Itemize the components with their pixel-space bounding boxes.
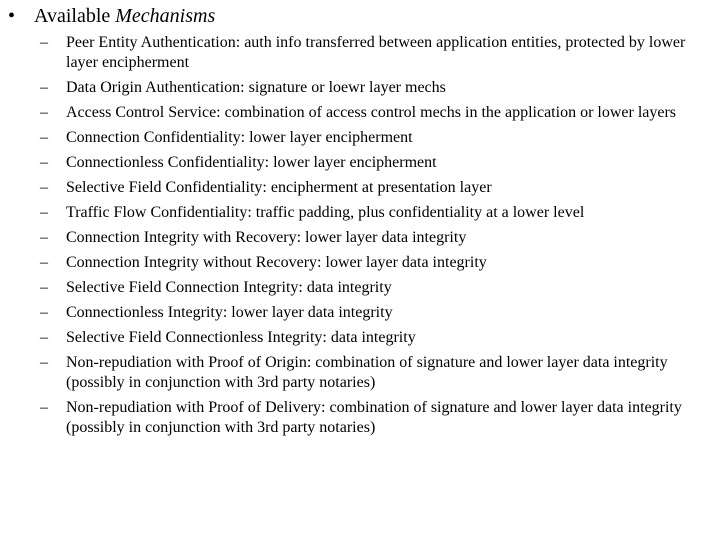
dash-icon: – [40,34,48,51]
list-item-text: Data Origin Authentication: signature or loewr layer mechs [66,79,446,96]
list-item [40,278,712,298]
heading-text: Available [34,5,116,27]
dash-icon: – [40,104,48,121]
list-item [40,203,712,223]
dash-icon: – [40,399,48,416]
dash-icon: – [40,179,48,196]
list-item [40,103,712,123]
list-item [40,153,712,173]
list-item [40,33,712,73]
list-item [40,353,712,393]
list-item [40,228,712,248]
list-item-text: Non-repudiation with Proof of Origin: combination of signature and lower layer data integrity (possibly in conjunction with 3rd party notaries) [66,354,668,391]
list-item-text: Connection Integrity without Recovery: lower layer data integrity [66,254,487,271]
list-item-text: Peer Entity Authentication: auth info transferred between application entities, protected by lower layer encipherment [66,34,686,71]
list-item-text: Connectionless Confidentiality: lower layer encipherment [66,154,437,171]
list-item-text: Access Control Service: combination of access control mechs in the application or lower layers [66,104,677,121]
list-item-text: Selective Field Connection Integrity: data integrity [66,279,392,296]
dash-icon: – [40,329,48,346]
list-item-text: Connection Integrity with Recovery: lower layer data integrity [66,229,467,246]
list-item [40,398,712,438]
list-item [40,128,712,148]
dash-icon: – [40,129,48,146]
dash-icon: – [40,354,48,371]
list-item [40,253,712,273]
bullet-icon: • [8,5,16,27]
dash-icon: – [40,229,48,246]
list-item [40,78,712,98]
list-item-text: Connectionless Integrity: lower layer data integrity [66,304,393,321]
list-item [40,303,712,323]
list-item-text: Non-repudiation with Proof of Delivery: combination of signature and lower layer data integrity (possibly in conjunction with 3rd party notaries) [66,399,682,436]
dash-icon: – [40,254,48,271]
dash-icon: – [40,79,48,96]
heading-bullet-point [8,4,215,28]
mechanism-list [40,33,712,443]
list-item-text: Selective Field Connectionless Integrity: data integrity [66,329,416,346]
list-item-text: Traffic Flow Confidentiality: traffic padding, plus confidentiality at a lower level [66,204,585,221]
dash-icon: – [40,204,48,221]
dash-icon: – [40,279,48,296]
list-item [40,328,712,348]
list-item-text: Selective Field Confidentiality: encipherment at presentation layer [66,179,492,196]
list-item-text: Connection Confidentiality: lower layer encipherment [66,129,413,146]
dash-icon: – [40,154,48,171]
heading-italic-text: Mechanisms [115,5,216,27]
list-item [40,178,712,198]
dash-icon: – [40,304,48,321]
